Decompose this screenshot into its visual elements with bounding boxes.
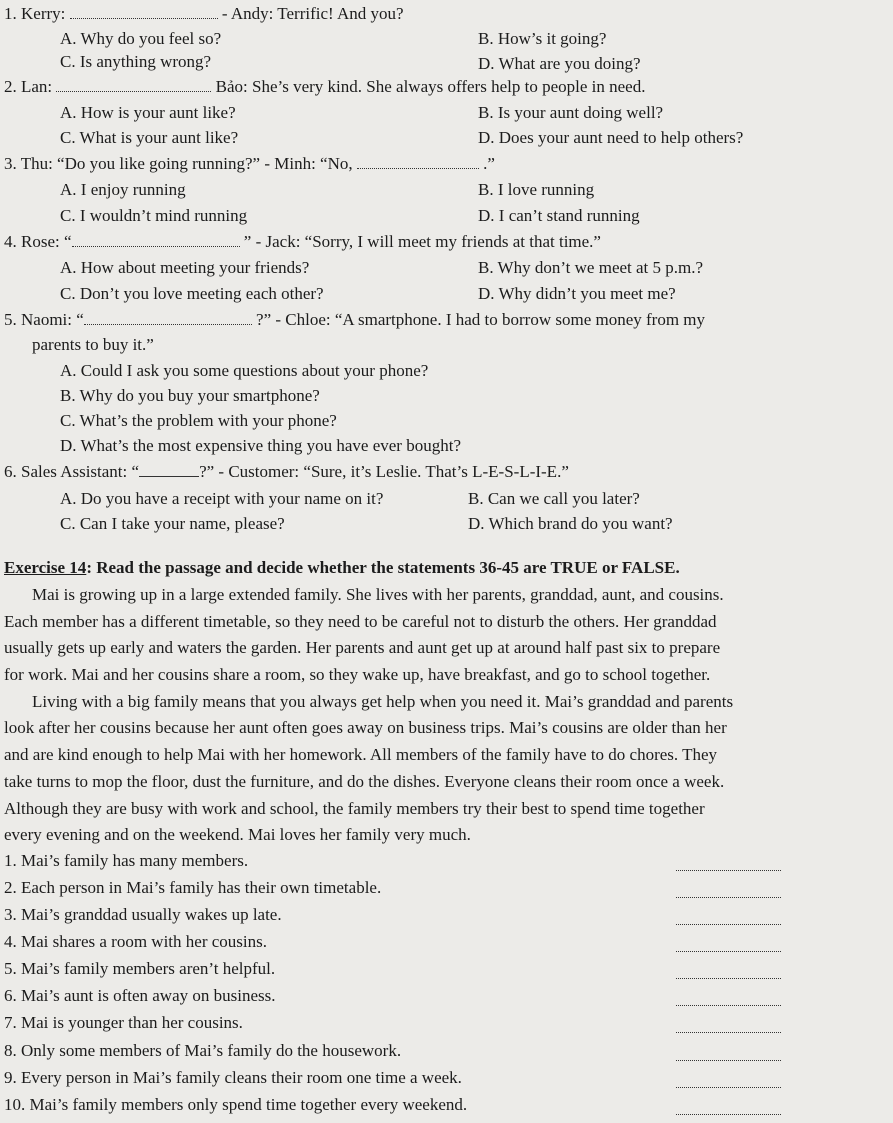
q2-option-c: C. What is your aunt like? — [60, 128, 239, 147]
answer-blank[interactable] — [676, 950, 781, 952]
answer-blank[interactable] — [676, 1004, 781, 1006]
question-4-stem: 4. Rose: “ ” - Jack: “Sorry, I will meet my friends at that time.” — [4, 232, 601, 251]
q2-option-a: A. How is your aunt like? — [60, 103, 236, 122]
q1-option-a: A. Why do you feel so? — [60, 29, 222, 48]
q6-option-b: B. Can we call you later? — [468, 489, 640, 508]
statement-4: 4. Mai shares a room with her cousins. — [4, 932, 267, 951]
passage-line: Although they are busy with work and school, the family members try their best to spend time together — [4, 799, 705, 818]
statement-7: 7. Mai is younger than her cousins. — [4, 1013, 243, 1032]
exercise-heading: Exercise 14: Read the passage and decide whether the statements 36-45 are TRUE or FALSE. — [4, 558, 680, 577]
statement-2: 2. Each person in Mai’s family has their own timetable. — [4, 878, 382, 897]
question-5-stem: 5. Naomi: “ ?” - Chloe: “A smartphone. I had to borrow some money from my — [4, 310, 706, 329]
q5-option-b: B. Why do you buy your smartphone? — [60, 386, 320, 405]
q4-option-b: B. Why don’t we meet at 5 p.m.? — [478, 258, 704, 277]
q1-option-b: B. How’s it going? — [478, 29, 607, 48]
answer-blank[interactable] — [70, 4, 218, 19]
passage-line: Living with a big family means that you always get help when you need it. Mai’s granddad and parents — [32, 692, 734, 711]
passage-line: look after her cousins because her aunt often goes away on business trips. Mai’s cousins are older than her — [4, 718, 727, 737]
q2-option-d: D. Does your aunt need to help others? — [478, 128, 744, 147]
passage-line: usually gets up early and waters the garden. Her parents and aunt get up at around half past six to prepare — [4, 638, 721, 657]
statement-9: 9. Every person in Mai’s family cleans their room one time a week. — [4, 1068, 462, 1087]
q4-option-c: C. Don’t you love meeting each other? — [60, 284, 324, 303]
answer-blank[interactable] — [139, 462, 199, 477]
answer-blank[interactable] — [357, 154, 479, 169]
passage-line: for work. Mai and her cousins share a room, so they wake up, have breakfast, and go to school together. — [4, 665, 711, 684]
answer-blank[interactable] — [676, 896, 781, 898]
q6-option-a: A. Do you have a receipt with your name on it? — [60, 489, 384, 508]
q4-option-a: A. How about meeting your friends? — [60, 258, 310, 277]
answer-blank[interactable] — [676, 1113, 781, 1115]
answer-blank[interactable] — [676, 923, 781, 925]
q3-option-b: B. I love running — [478, 180, 595, 199]
question-6-stem: 6. Sales Assistant: “ ?” - Customer: “Sure, it’s Leslie. That’s L-E-S-L-I-E.” — [4, 462, 569, 481]
q6-option-c: C. Can I take your name, please? — [60, 514, 285, 533]
answer-blank[interactable] — [676, 1059, 781, 1061]
answer-blank[interactable] — [84, 310, 252, 325]
passage-line: every evening and on the weekend. Mai loves her family very much. — [4, 825, 471, 844]
passage-line: Mai is growing up in a large extended family. She lives with her parents, granddad, aunt, and cousins. — [32, 585, 724, 604]
q2-option-b: B. Is your aunt doing well? — [478, 103, 664, 122]
answer-blank[interactable] — [56, 77, 211, 92]
statement-1: 1. Mai’s family has many members. — [4, 851, 249, 870]
question-3-stem: 3. Thu: “Do you like going running?” - Minh: “No, .” — [4, 154, 495, 173]
answer-blank[interactable] — [676, 977, 781, 979]
statement-3: 3. Mai’s granddad usually wakes up late. — [4, 905, 282, 924]
q1-option-d: D. What are you doing? — [478, 54, 641, 73]
q1-option-c: C. Is anything wrong? — [60, 52, 212, 71]
q3-option-d: D. I can’t stand running — [478, 206, 640, 225]
question-2-stem: 2. Lan: Bảo: She’s very kind. She always offers help to people in need. — [4, 77, 646, 96]
q4-option-d: D. Why didn’t you meet me? — [478, 284, 676, 303]
q5-option-c: C. What’s the problem with your phone? — [60, 411, 337, 430]
answer-blank[interactable] — [72, 232, 240, 247]
q5-option-d: D. What’s the most expensive thing you have ever bought? — [60, 436, 461, 455]
q3-option-c: C. I wouldn’t mind running — [60, 206, 248, 225]
q3-option-a: A. I enjoy running — [60, 180, 186, 199]
statement-10: 10. Mai’s family members only spend time together every weekend. — [4, 1095, 468, 1114]
q6-option-d: D. Which brand do you want? — [468, 514, 673, 533]
q5-option-a: A. Could I ask you some questions about your phone? — [60, 361, 429, 380]
answer-blank[interactable] — [676, 1031, 781, 1033]
question-1-stem: 1. Kerry: - Andy: Terrific! And you? — [4, 4, 404, 23]
statement-5: 5. Mai’s family members aren’t helpful. — [4, 959, 276, 978]
answer-blank[interactable] — [676, 869, 781, 871]
answer-blank[interactable] — [676, 1086, 781, 1088]
statement-6: 6. Mai’s aunt is often away on business. — [4, 986, 276, 1005]
passage-line: take turns to mop the floor, dust the furniture, and do the dishes. Everyone cleans their room once a week. — [4, 772, 725, 791]
passage-line: Each member has a different timetable, so they need to be careful not to disturb the others. Her granddad — [4, 612, 717, 631]
statement-8: 8. Only some members of Mai’s family do the housework. — [4, 1041, 402, 1060]
q5-stem-continued: parents to buy it.” — [32, 335, 154, 354]
passage-line: and are kind enough to help Mai with her homework. All members of the family have to do chores. They — [4, 745, 718, 764]
